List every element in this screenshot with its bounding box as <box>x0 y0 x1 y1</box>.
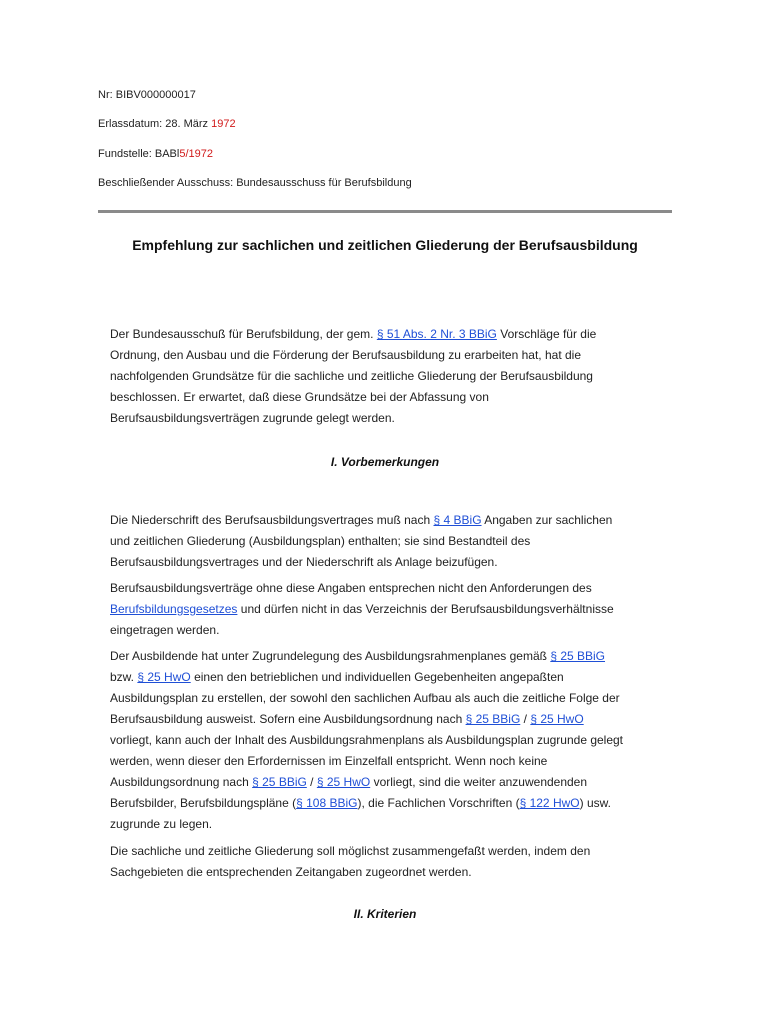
p3-text: bzw. <box>110 670 135 684</box>
paragraph-niederschrift <box>110 510 670 573</box>
link-25-bbig[interactable]: § 25 BBiG <box>550 649 606 663</box>
p3-text: vorliegt, sind die weiter anzuwendenden <box>373 775 588 789</box>
p1-line-3: Berufsausbildungsvertrages und der Niederschrift als Anlage beizufügen. <box>110 555 498 569</box>
p3-line-7 <box>110 772 670 793</box>
link-25-hwo[interactable]: § 25 HwO <box>316 775 371 789</box>
section-heading-kriterien: II. Kriterien <box>353 907 417 921</box>
p1-text: Angaben zur sachlichen <box>484 513 613 527</box>
meta-erlass-label: Erlassdatum: <box>98 118 163 130</box>
link-51-bbig[interactable]: § 51 Abs. 2 Nr. 3 BBiG <box>376 327 497 341</box>
intro-paragraph <box>110 324 670 429</box>
link-berufsbildungsgesetz[interactable]: Berufsbildungsgesetzes <box>110 602 238 616</box>
meta-nr <box>98 88 196 102</box>
horizontal-divider <box>98 210 672 213</box>
link-25-hwo[interactable]: § 25 HwO <box>137 670 191 684</box>
paragraph-gliederung <box>110 841 670 883</box>
intro-line-3: nachfolgenden Grundsätze für die sachliche und zeitliche Gliederung der Berufsausbildung <box>110 369 593 383</box>
p3-text: Der Ausbildende hat unter Zugrundelegung des Ausbildungsrahmenplanes gemäß <box>110 649 547 663</box>
meta-fundstelle <box>98 147 213 161</box>
p3-line-5: vorliegt, kann auch der Inhalt des Ausbildungsrahmenplans als Ausbildungsplan zugrunde gelegt <box>110 733 624 747</box>
meta-nr-label: Nr: <box>98 89 113 101</box>
p3-separator: / <box>523 712 527 726</box>
link-122-hwo[interactable]: § 122 HwO <box>519 796 580 810</box>
paragraph-vertraege <box>110 578 670 641</box>
meta-erlassdatum <box>98 117 236 131</box>
p3-separator: / <box>310 775 314 789</box>
p3-line-2 <box>110 667 670 688</box>
link-25-bbig[interactable]: § 25 BBiG <box>252 775 307 789</box>
meta-fundstelle-issue: 5/1972 <box>179 148 213 160</box>
document-title: Empfehlung zur sachlichen und zeitlichen Gliederung der Berufsausbildung <box>132 237 638 253</box>
p2-line-3: eingetragen werden. <box>110 623 220 637</box>
p3-text: Berufsausbildung ausweist. Sofern eine Ausbildungsordnung nach <box>110 712 463 726</box>
intro-text: Der Bundesausschuß für Berufsbildung, der gem. <box>110 327 374 341</box>
meta-erlass-value: 28. März <box>165 118 209 130</box>
p1-line-1 <box>110 510 670 531</box>
p2-text: und dürfen nicht in das Verzeichnis der Berufsausbildungsverhältnisse <box>240 602 614 616</box>
p1-text: Die Niederschrift des Berufsausbildungsvertrages muß nach <box>110 513 431 527</box>
intro-line-5: Berufsausbildungsverträgen zugrunde gelegt werden. <box>110 411 395 425</box>
p4-line-2: Sachgebieten die entsprechenden Zeitangaben zugeordnet werden. <box>110 865 472 879</box>
p2-line-2 <box>110 599 670 620</box>
intro-line-4: beschlossen. Er erwartet, daß diese Grundsätze bei der Abfassung von <box>110 390 489 404</box>
p4-line-1: Die sachliche und zeitliche Gliederung soll möglichst zusammengefaßt werden, indem den <box>110 844 591 858</box>
meta-fundstelle-label: Fundstelle: <box>98 148 152 160</box>
p3-line-9: zugrunde zu legen. <box>110 817 213 831</box>
p3-text: ), die Fachlichen Vorschriften ( <box>357 796 520 810</box>
link-25-bbig[interactable]: § 25 BBiG <box>465 712 521 726</box>
p3-line-3: Ausbildungsplan zu erstellen, der sowohl den sachlichen Aufbau als auch die zeitliche Folge der <box>110 691 620 705</box>
p3-text: einen den betrieblichen und individuellen Gegebenheiten angepaßten <box>194 670 564 684</box>
intro-text: Vorschläge für die <box>500 327 597 341</box>
meta-ausschuss-label: Beschließender Ausschuss: <box>98 177 234 189</box>
p3-line-4 <box>110 709 670 730</box>
p2-line-1: Berufsausbildungsverträge ohne diese Angaben entsprechen nicht den Anforderungen des <box>110 581 592 595</box>
p3-line-1 <box>110 646 670 667</box>
meta-nr-value: BIBV000000017 <box>115 89 196 101</box>
p3-text: Berufsbilder, Berufsbildungspläne ( <box>110 796 297 810</box>
p1-line-2: und zeitlichen Gliederung (Ausbildungsplan) enthalten; sie sind Bestandteil des <box>110 534 531 548</box>
link-25-hwo[interactable]: § 25 HwO <box>530 712 584 726</box>
p3-line-8 <box>110 793 670 814</box>
link-4-bbig[interactable]: § 4 BBiG <box>433 513 482 527</box>
intro-line-2: Ordnung, den Ausbau und die Förderung der Berufsausbildung zu erarbeiten hat, hat die <box>110 348 581 362</box>
link-108-bbig[interactable]: § 108 BBiG <box>296 796 358 810</box>
meta-erlass-year: 1972 <box>211 118 236 130</box>
section-heading-vorbemerkungen: I. Vorbemerkungen <box>330 455 440 469</box>
meta-ausschuss-value: Bundesausschuss für Berufsbildung <box>236 177 412 189</box>
meta-fundstelle-value: BABl <box>154 148 180 160</box>
p3-line-6: werden, wenn dieser den Erfordernissen im Einzelfall entspricht. Wenn noch keine <box>110 754 548 768</box>
p3-text: Ausbildungsordnung nach <box>110 775 249 789</box>
p3-text: ) usw. <box>579 796 611 810</box>
paragraph-ausbildungsplan <box>110 646 670 835</box>
intro-line-1 <box>110 324 670 345</box>
meta-ausschuss <box>98 176 412 190</box>
